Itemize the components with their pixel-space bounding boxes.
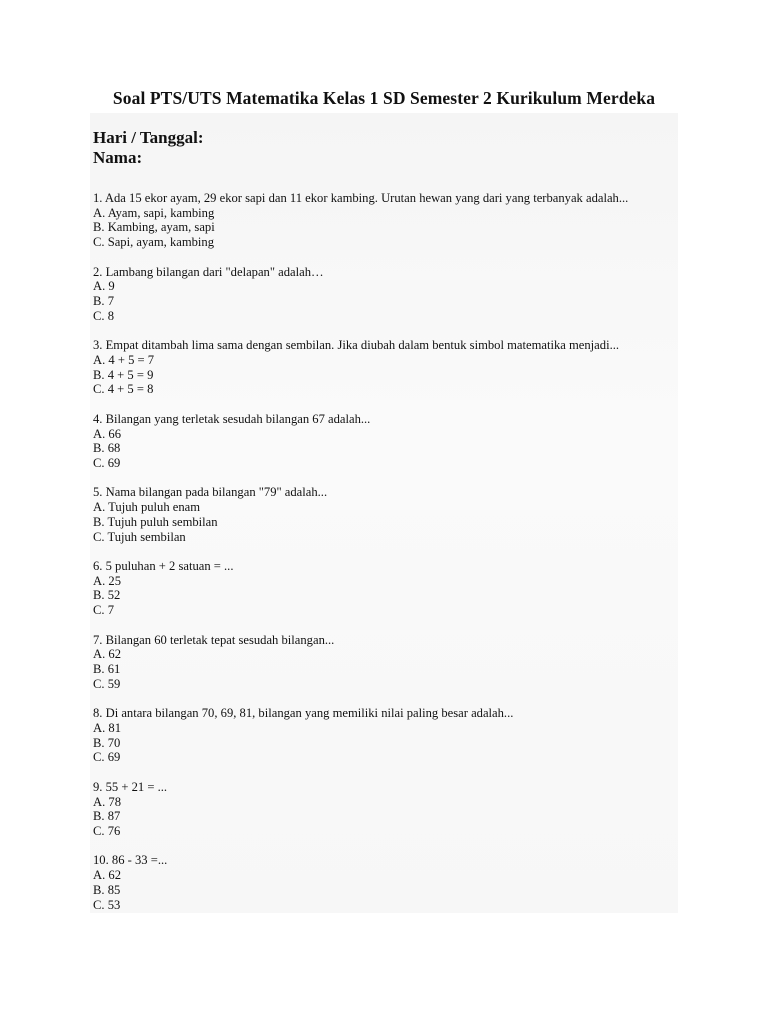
answer-option: B. 61 — [93, 662, 121, 677]
question-text: 10. 86 - 33 =... — [93, 853, 168, 868]
question-text: 2. Lambang bilangan dari "delapan" adalah… — [93, 264, 324, 279]
question-text: 4. Bilangan yang terletak sesudah bilangan 67 adalah... — [93, 411, 371, 426]
answer-option: A. 66 — [93, 426, 121, 441]
question-text: 8. Di antara bilangan 70, 69, 81, bilangan yang memiliki nilai paling besar adalah... — [93, 706, 514, 721]
question-item — [93, 412, 683, 471]
document-title: Soal PTS/UTS Matematika Kelas 1 SD Semester 2 Kurikulum Merdeka — [112, 88, 656, 108]
question-text: 9. 55 + 21 = ... — [93, 779, 168, 794]
answer-option: B. Tujuh puluh sembilan — [93, 514, 218, 529]
question-text: 7. Bilangan 60 terletak tepat sesudah bilangan... — [93, 632, 335, 647]
question-text: 1. Ada 15 ekor ayam, 29 ekor sapi dan 11 ekor kambing. Urutan hewan yang dari yang terbanyak adalah... — [93, 191, 629, 205]
answer-option: A. 25 — [93, 573, 121, 588]
answer-option: C. 69 — [93, 750, 121, 765]
answer-option: C. Sapi, ayam, kambing — [93, 235, 215, 250]
answer-option: B. 4 + 5 = 9 — [93, 367, 154, 382]
question-item — [93, 485, 683, 544]
answer-option: A. Tujuh puluh enam — [93, 500, 201, 515]
question-item — [93, 265, 683, 324]
answer-option: A. 62 — [93, 868, 121, 883]
question-item — [93, 338, 683, 397]
date-label: Hari / Tanggal: — [93, 128, 204, 147]
question-text: 3. Empat ditambah lima sama dengan sembilan. Jika diubah dalam bentuk simbol matematika menjadi... — [93, 338, 620, 353]
answer-option: A. 62 — [93, 647, 121, 662]
answer-option: B. 68 — [93, 441, 121, 456]
question-item — [93, 191, 683, 250]
answer-option: C. 53 — [93, 897, 121, 912]
question-item — [93, 780, 683, 839]
answer-option: C. 7 — [93, 603, 114, 618]
question-item — [93, 633, 683, 692]
answer-option: B. 87 — [93, 809, 121, 824]
answer-option: C. 76 — [93, 823, 121, 838]
answer-option: A. 81 — [93, 720, 121, 735]
answer-option: C. 4 + 5 = 8 — [93, 382, 154, 397]
question-item — [93, 853, 683, 912]
question-item — [93, 559, 683, 618]
answer-option: B. 7 — [93, 294, 114, 309]
question-item — [93, 706, 683, 765]
answer-option: C. 59 — [93, 676, 121, 691]
answer-option: A. Ayam, sapi, kambing — [93, 205, 215, 220]
answer-option: C. Tujuh sembilan — [93, 529, 186, 544]
answer-option: B. 52 — [93, 588, 121, 603]
question-text: 5. Nama bilangan pada bilangan "79" adalah... — [93, 485, 328, 500]
answer-option: B. 70 — [93, 735, 121, 750]
answer-option: B. 85 — [93, 882, 121, 897]
answer-option: C. 8 — [93, 308, 114, 323]
answer-option: A. 78 — [93, 794, 121, 809]
answer-option: A. 4 + 5 = 7 — [93, 352, 155, 367]
question-text: 6. 5 puluhan + 2 satuan = ... — [93, 559, 234, 574]
answer-option: B. Kambing, ayam, sapi — [93, 220, 215, 235]
answer-option: A. 9 — [93, 279, 115, 294]
answer-option: C. 69 — [93, 455, 121, 470]
question-list — [93, 191, 683, 927]
name-label: Nama: — [93, 148, 143, 167]
